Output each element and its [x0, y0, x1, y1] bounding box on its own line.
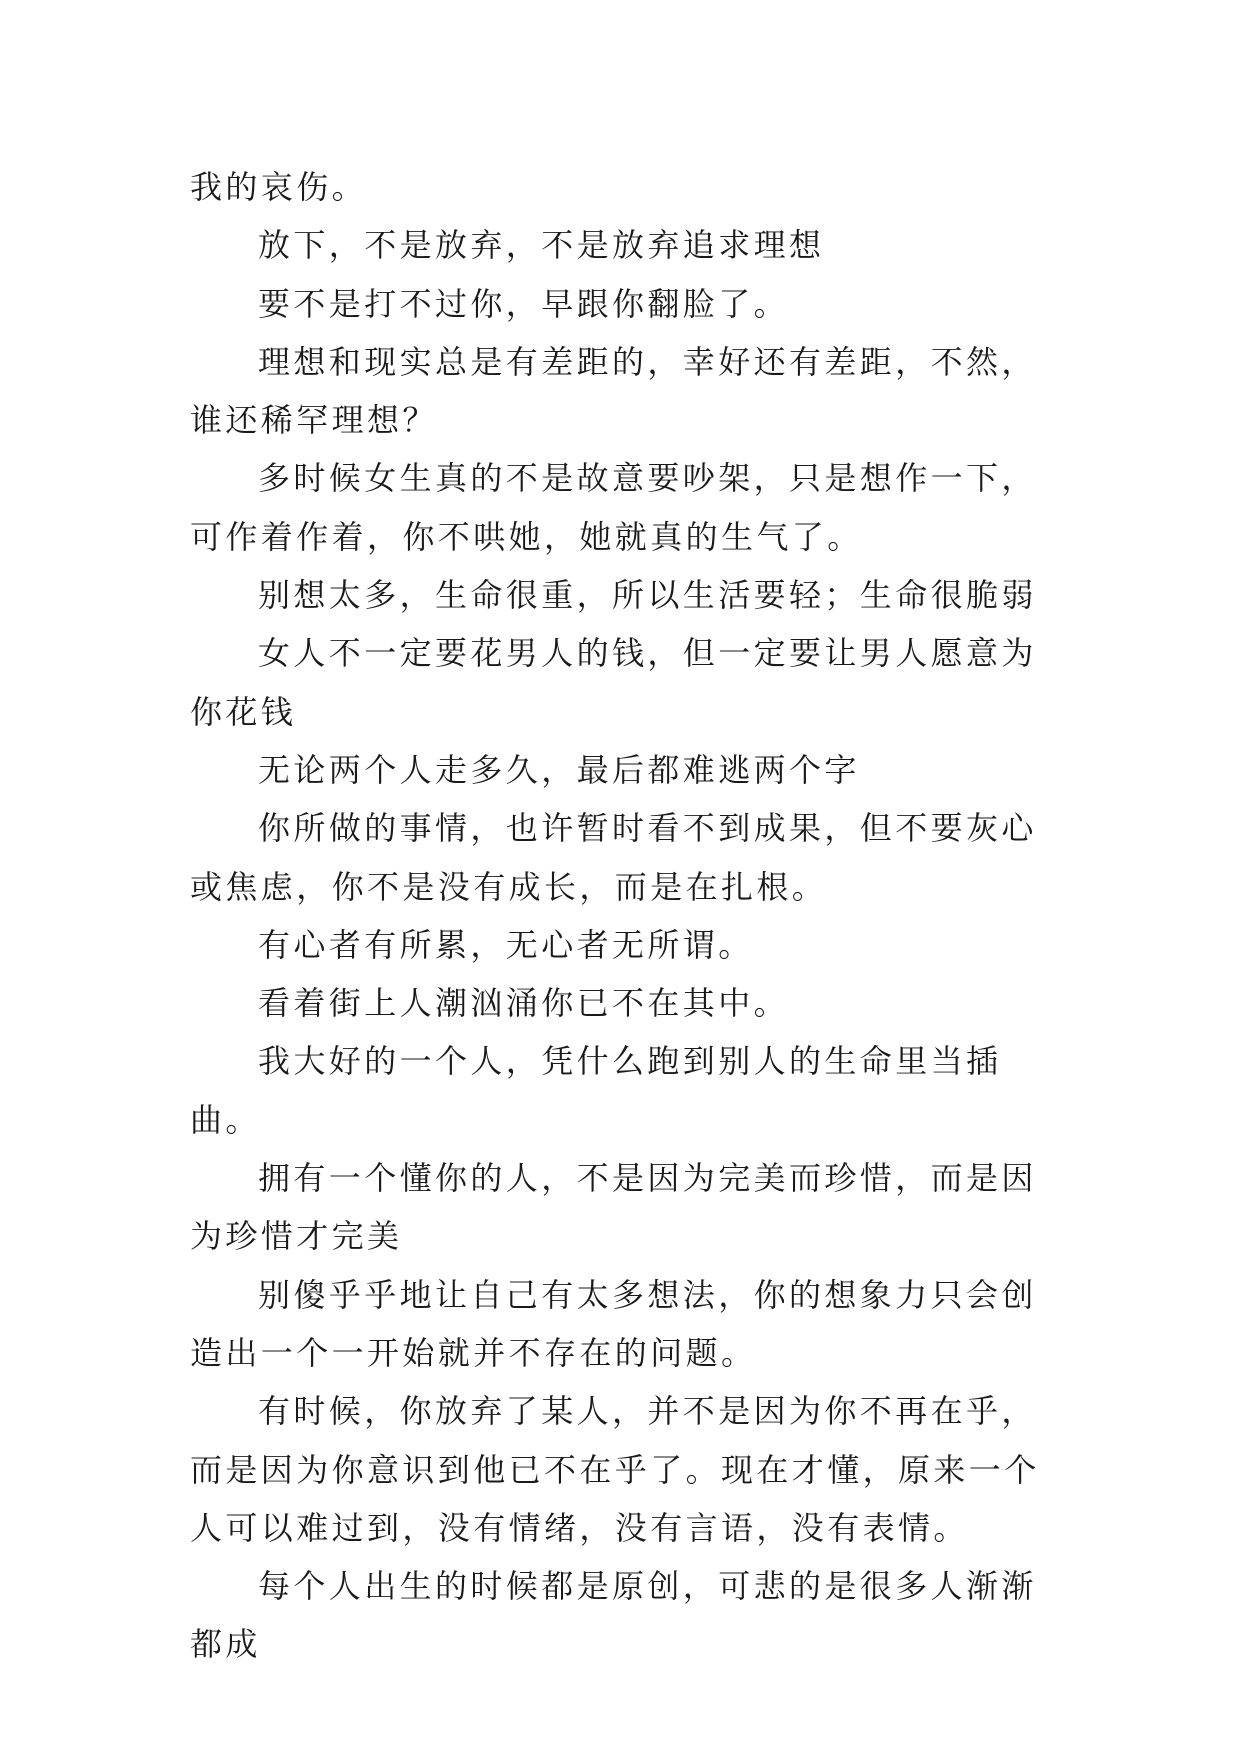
- paragraph: 多时候女生真的不是故意要吵架，只是想作一下，可作着作着，你不哄她，她就真的生气了。: [190, 459, 1037, 556]
- paragraph: 放下，不是放弃，不是放弃追求理想: [258, 226, 825, 265]
- paragraph: 每个人出生的时候都是原创，可悲的是很多人渐渐都成: [190, 1567, 1037, 1664]
- paragraph: 别想太多，生命很重，所以生活要轻；生命很脆弱: [258, 576, 1037, 615]
- paragraph: 要不是打不过你，早跟你翻脸了。: [258, 284, 790, 323]
- paragraph: 无论两个人走多久，最后都难逃两个字: [258, 750, 860, 789]
- paragraph: 有心者有所累，无心者无所谓。: [258, 925, 754, 964]
- paragraph: 别傻乎乎地让自己有太多想法，你的想象力只会创造出一个一开始就并不存在的问题。: [190, 1275, 1037, 1372]
- paragraph: 女人不一定要花男人的钱，但一定要让男人愿意为你花钱: [190, 634, 1037, 731]
- paragraph: 有时候，你放弃了某人，并不是因为你不再在乎，而是因为你意识到他已不在乎了。现在才懂，原来一个人可以难过到，没有情绪，没有言语，没有表情。: [190, 1392, 1040, 1547]
- document-body: [190, 158, 1050, 1674]
- paragraph: 我大好的一个人，凭什么跑到别人的生命里当插曲。: [190, 1042, 1002, 1139]
- paragraph: 你所做的事情，也许暂时看不到成果，但不要灰心或焦虑，你不是没有成长，而是在扎根。: [190, 809, 1037, 906]
- paragraph: 看着街上人潮汹涌你已不在其中。: [258, 984, 790, 1023]
- paragraph-continuation: 我的哀伤。: [190, 168, 368, 206]
- paragraph: 拥有一个懂你的人，不是因为完美而珍惜，而是因为珍惜才完美: [190, 1159, 1037, 1256]
- paragraph: 理想和现实总是有差距的，幸好还有差距，不然，谁还稀罕理想？: [190, 342, 1037, 440]
